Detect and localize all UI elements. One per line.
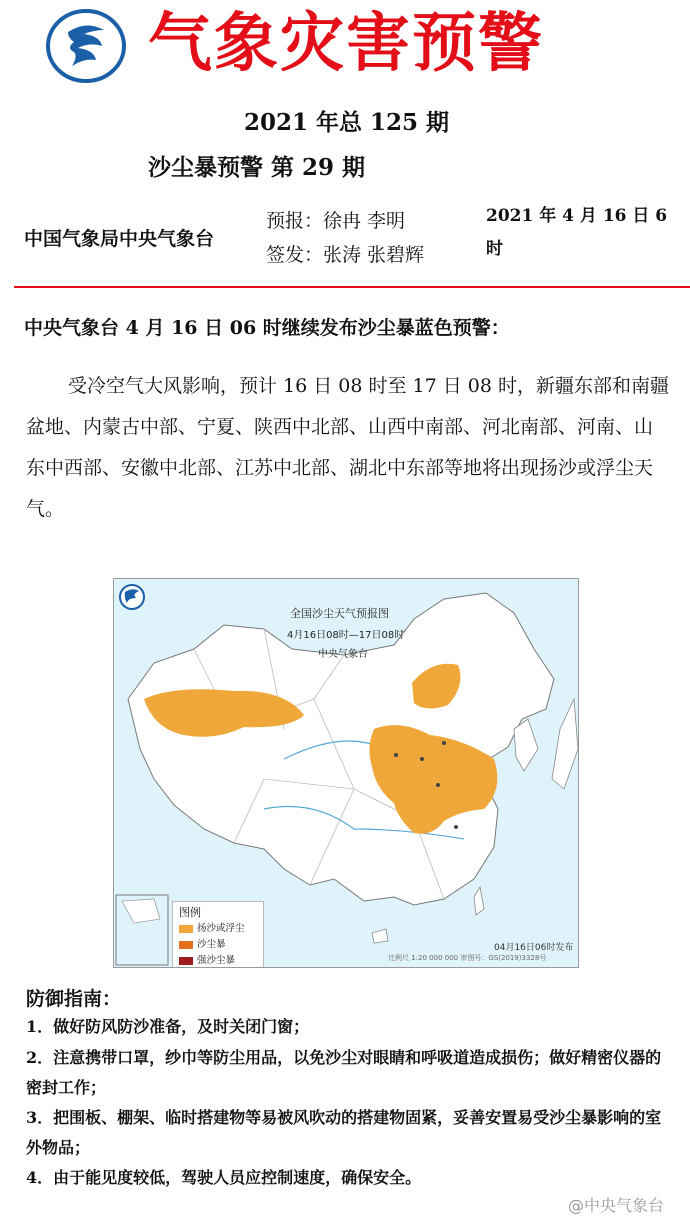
document-title: 气象灾害预警 <box>148 6 544 81</box>
legend-swatch-dust <box>179 925 193 933</box>
guide-item: 3．把围板、棚架、临时搭建物等易被风吹动的搭建物固紧，妥善安置易受沙尘暴影响的室外物品； <box>26 1108 662 1157</box>
weibo-watermark: @中央气象台 <box>568 1196 665 1215</box>
korea-land <box>514 719 538 771</box>
map-title: 全国沙尘天气预报图 <box>290 607 389 620</box>
map-scale: 比例尺 1:20 000 000 审图号：GS(2019)3328号 <box>388 954 547 962</box>
legend-item-severe-sandstorm: 强沙尘暴 <box>179 952 235 966</box>
guide-item: 2．注意携带口罩，纱巾等防尘用品，以免沙尘对眼睛和呼吸道造成损伤；做好精密仪器的密封工作； <box>26 1048 662 1097</box>
taiwan-land <box>474 887 484 915</box>
japan-land <box>552 699 578 789</box>
legend-item-sandstorm: 沙尘暴 <box>179 936 226 950</box>
map-issued: 04月16日06时发布 <box>494 943 574 953</box>
sub-issue-line: 沙尘暴预警 第 29 期 <box>148 154 366 181</box>
dust-forecast-map <box>113 578 579 968</box>
forecaster-line: 预报：徐冉 李明 <box>266 210 406 232</box>
map-period: 4月16日08时—17日08时 <box>287 630 405 641</box>
guide-item: 1．做好防风防沙准备，及时关闭门窗； <box>26 1017 310 1036</box>
issue-line: 2021 年总 125 期 <box>244 109 450 136</box>
agency-name: 中国气象局中央气象台 <box>24 228 215 250</box>
header-divider <box>14 286 690 288</box>
hainan-land <box>372 929 388 943</box>
cma-logo <box>44 8 128 84</box>
map-legend <box>172 901 264 968</box>
warning-body: 受冷空气大风影响，预计 16 日 08 时至 17 日 08 时，新疆东部和南疆盆地、内蒙古中部、宁夏、陕西中北部、山西中南部、河北南部、河南、山东中西部、安徽中北部、江苏中北部、湖北中东部等地将出现扬沙或浮尘天气。 <box>26 375 670 520</box>
legend-item-dust: 扬沙或浮尘 <box>179 920 245 934</box>
map-org: 中央气象台 <box>318 649 368 660</box>
issue-date: 2021 年 4 月 16 日 6 时 <box>486 206 668 259</box>
warning-headline: 中央气象台 4 月 16 日 06 时继续发布沙尘暴蓝色预警： <box>24 317 510 339</box>
guide-item: 4．由于能见度较低，驾驶人员应控制速度，确保安全。 <box>26 1168 422 1187</box>
issuer-line: 签发：张涛 张碧辉 <box>266 244 425 266</box>
legend-swatch-sandstorm <box>179 941 193 949</box>
legend-swatch-severe <box>179 957 193 965</box>
guide-title: 防御指南： <box>26 988 122 1010</box>
legend-title: 图例 <box>179 906 201 919</box>
